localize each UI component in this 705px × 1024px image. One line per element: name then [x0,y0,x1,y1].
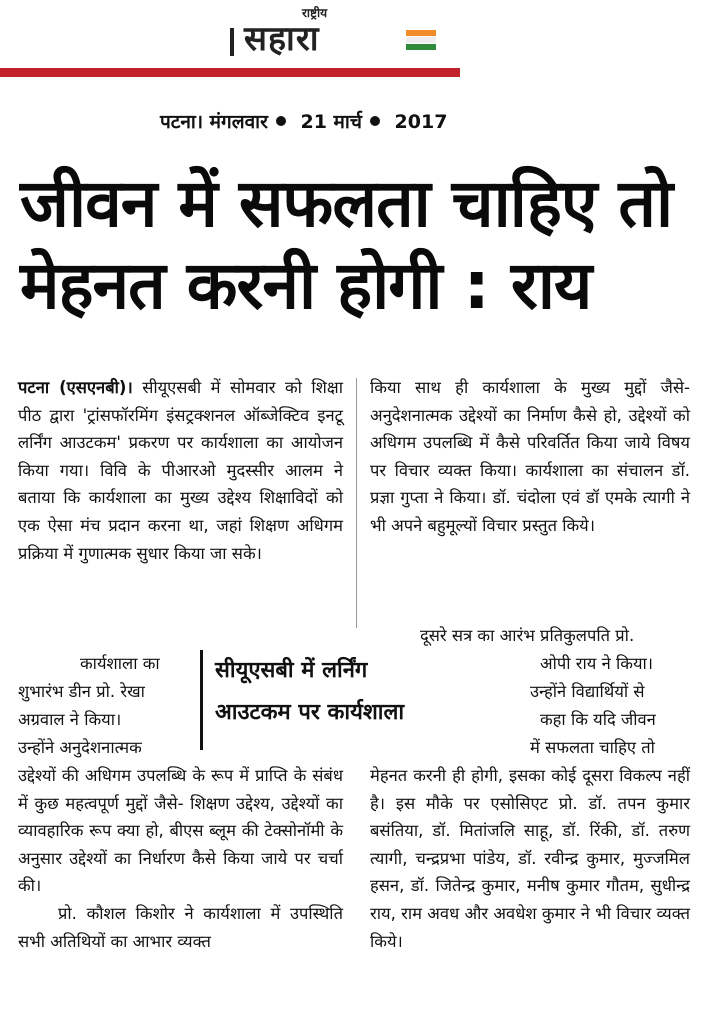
left-para-1-text: सीयूएसबी में सोमवार को शिक्षा पीठ द्वारा 'ट्रांसफॉरमिंग इंसट्रक्शनल ऑब्जेक्टिव इनटू लर्निंग आउटकम' प्रकरण पर कार्यशाला का आयोजन किया गया। विवि के पीआरओ मुदस्सीर आलम ने बताया कि कार्यशाला का मुख्य उद्देश्य शिक्षाविदों को एक ऐसा मंच प्रदान करना था, जहां शिक्षण अधिगम प्रक्रिया में गुणात्मक सुधार किया जा सके। [18,378,343,563]
newspaper-logo [222,2,462,62]
logo-small-label: राष्ट्रीय [302,6,328,20]
left-column-lower [18,762,343,955]
right-para-2-line-1: दूसरे सत्र का आरंभ प्रतिकुलपति प्रो. [420,626,635,645]
left-para-2-rest: उद्देश्यों की अधिगम उपलब्धि के रूप में प्राप्ति के संबंध में कुछ महत्वपूर्ण मुद्दों जैसे- शिक्षण उद्देश्य, उद्देश्यों का व्यावहारिक रूप क्या हो, बीएस ब्लूम की टेक्सोनॉमी के अनुसार उद्देश्यों का निर्धारण कैसे किया जाये पर चर्चा की। [18,766,343,896]
masthead [0,0,460,80]
headline [20,163,690,327]
headline-line-1: जीवन में सफलता चाहिए तो [20,165,673,242]
byline: पटना (एसएनबी)। [18,378,133,397]
tricolor-flag-icon [406,30,436,50]
column-divider [356,378,357,628]
dateline-year: 2017 [394,111,448,133]
right-para-2-rest: मेहनत करनी ही होगी, इसका कोई दूसरा विकल्प नहीं है। इस मौके पर एसोसिएट प्रो. डॉ. तपन कुमार बसंतिया, डॉ. मितांजलि साहू, डॉ. रिंकी, डॉ. तरुण त्यागी, चन्द्रप्रभा पांडेय, डॉ. रवीन्द्र कुमार, मुज्जमिल हसन, डॉ. जितेन्द्र कुमार, मनीष कुमार गौतम, सुधीन्द्र राय, राम अवध और अवधेश कुमार ने भी विचार व्यक्त किये। [370,766,690,951]
left-para-1 [18,374,343,567]
right-para-2-line-2: ओपी राय ने किया। [540,654,654,673]
pullquote-line-1: सीयूएसबी में लर्निंग [215,658,368,683]
dateline-date: 21 मार्च [300,111,362,133]
right-column-lower [370,762,690,955]
left-para-2-line-2: शुभारंभ डीन प्रो. रेखा [18,682,145,701]
bullet-icon [370,116,380,126]
right-para-2-line-3: उन्होंने विद्यार्थियों से [530,682,645,701]
logo-bar [230,28,234,56]
right-para-1: किया साथ ही कार्यशाला के मुख्य मुद्दों जैसे-अनुदेशनात्मक उद्देश्यों का निर्माण कैसे हो, उद्देश्यों को अधिगम उपलब्धि में कैसे परिवर्तित किया जाये विषय पर विचार व्यक्त किया। कार्यशाला का संचालन डॉ. प्रज्ञा गुप्ता ने किया। डॉ. चंदोला एवं डॉ एमके त्यागी ने भी अपने बहुमूल्यों विचार प्रस्तुत किये। [370,378,690,535]
dateline: पटना। मंगलवार 21 मार्च 2017 [160,111,448,133]
left-column [18,374,343,626]
pullquote-box [200,650,505,750]
left-para-2-line-1: कार्यशाला का [80,654,160,673]
right-para-2-line-4: कहा कि यदि जीवन [540,710,656,729]
left-para-3: प्रो. कौशल किशोर ने कार्यशाला में उपस्थिति सभी अतिथियों का आभार व्यक्त [18,903,343,951]
left-para-2-line-4: उन्होंने अनुदेशनात्मक [18,738,142,757]
pullquote-line-2: आउटकम पर कार्यशाला [215,700,405,725]
dateline-day: मंगलवार [209,111,268,133]
logo-brand: सहारा [244,19,320,59]
right-column [370,374,690,540]
right-para-2-line-5: में सफलता चाहिए तो [530,738,655,757]
dateline-city: पटना [160,111,196,133]
left-para-2-line-3: अग्रवाल ने किया। [18,710,122,729]
bullet-icon [276,116,286,126]
headline-line-2: मेहनत करनी होगी : राय [20,247,592,324]
masthead-rule [0,68,460,77]
